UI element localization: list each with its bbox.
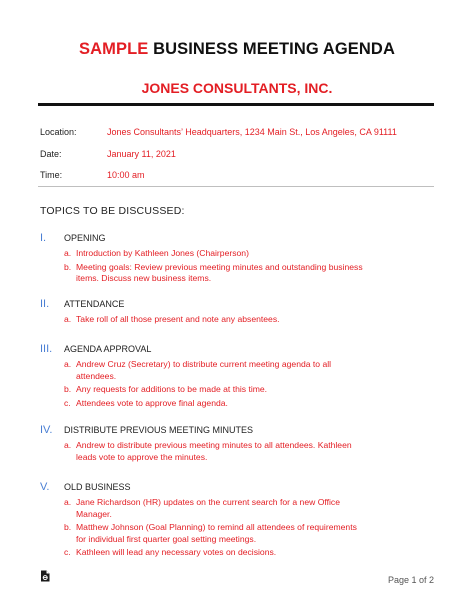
topics-heading: TOPICS TO BE DISCUSSED: (40, 205, 185, 217)
agenda-item (64, 547, 364, 559)
item-text: Andrew to distribute previous meeting minutes to all attendees. Kathleen leads vote to approve the minutes. (76, 440, 352, 462)
section-title: ATTENDANCE (64, 299, 125, 309)
section-title: DISTRIBUTE PREVIOUS MEETING MINUTES (64, 425, 254, 435)
info-value: Jones Consultants’ Headquarters, 1234 Main St., Los Angeles, CA 91111 (107, 127, 397, 137)
info-row-time (40, 170, 440, 184)
agenda-item (64, 497, 364, 520)
header-divider (38, 103, 434, 106)
agenda-item (64, 440, 364, 463)
item-letter: c. (64, 547, 71, 557)
section-items (64, 440, 364, 465)
section-number: II. (40, 298, 50, 310)
section-items (64, 248, 364, 287)
item-letter: a. (64, 359, 72, 369)
item-letter: c. (64, 397, 71, 408)
item-letter: b. (64, 522, 72, 532)
section-title: OLD BUSINESS (64, 482, 131, 492)
page-title (0, 40, 474, 59)
info-row-date (40, 149, 440, 163)
agenda-item (64, 262, 364, 285)
info-divider (38, 186, 434, 187)
agenda-item (64, 314, 364, 326)
info-row-location (40, 127, 440, 141)
info-value: 10:00 am (107, 170, 145, 180)
item-letter: b. (64, 384, 72, 394)
item-text: Andrew Cruz (Secretary) to distribute current meeting agenda to all attendees. (76, 359, 332, 381)
agenda-item (64, 398, 364, 410)
item-letter: b. (64, 261, 72, 272)
agenda-item (64, 248, 364, 260)
agenda-item (64, 359, 364, 382)
info-label: Location: (40, 127, 77, 137)
document-logo-icon (40, 570, 50, 582)
item-letter: a. (64, 248, 72, 258)
item-text: Jane Richardson (HR) updates on the current search for a new Office Manager. (76, 497, 340, 519)
item-text: Introduction by Kathleen Jones (Chairperson) (76, 248, 249, 258)
section-title: AGENDA APPROVAL (64, 344, 152, 354)
agenda-item (64, 384, 364, 396)
info-value: January 11, 2021 (107, 149, 176, 159)
item-text: Attendees vote to approve final agenda. (76, 397, 228, 408)
section-items (64, 314, 364, 328)
title-highlight: SAMPLE (79, 40, 149, 58)
section-items (64, 497, 364, 561)
item-letter: a. (64, 314, 72, 324)
section-items (64, 359, 364, 411)
title-rest: BUSINESS MEETING AGENDA (148, 40, 395, 58)
section-number: IV. (40, 424, 53, 436)
info-label: Time: (40, 170, 63, 180)
item-text: Matthew Johnson (Goal Planning) to remind all attendees of requirements for individual first quarter goal setting meetings. (76, 522, 357, 544)
section-number: III. (40, 343, 53, 355)
page-number: Page 1 of 2 (387, 575, 434, 585)
item-letter: a. (64, 440, 72, 450)
section-number: I. (40, 232, 47, 244)
item-letter: a. (64, 497, 72, 507)
section-number: V. (40, 481, 50, 493)
item-text: Meeting goals: Review previous meeting minutes and outstanding business items. Discuss new business items. (76, 261, 363, 283)
item-text: Any requests for additions to be made at this time. (76, 384, 268, 394)
company-name: JONES CONSULTANTS, INC. (141, 80, 333, 96)
item-text: Take roll of all those present and note any absentees. (76, 314, 280, 324)
agenda-item (64, 522, 364, 545)
item-text: Kathleen will lead any necessary votes on decisions. (76, 547, 277, 557)
section-title: OPENING (64, 233, 106, 243)
info-label: Date: (40, 149, 62, 159)
